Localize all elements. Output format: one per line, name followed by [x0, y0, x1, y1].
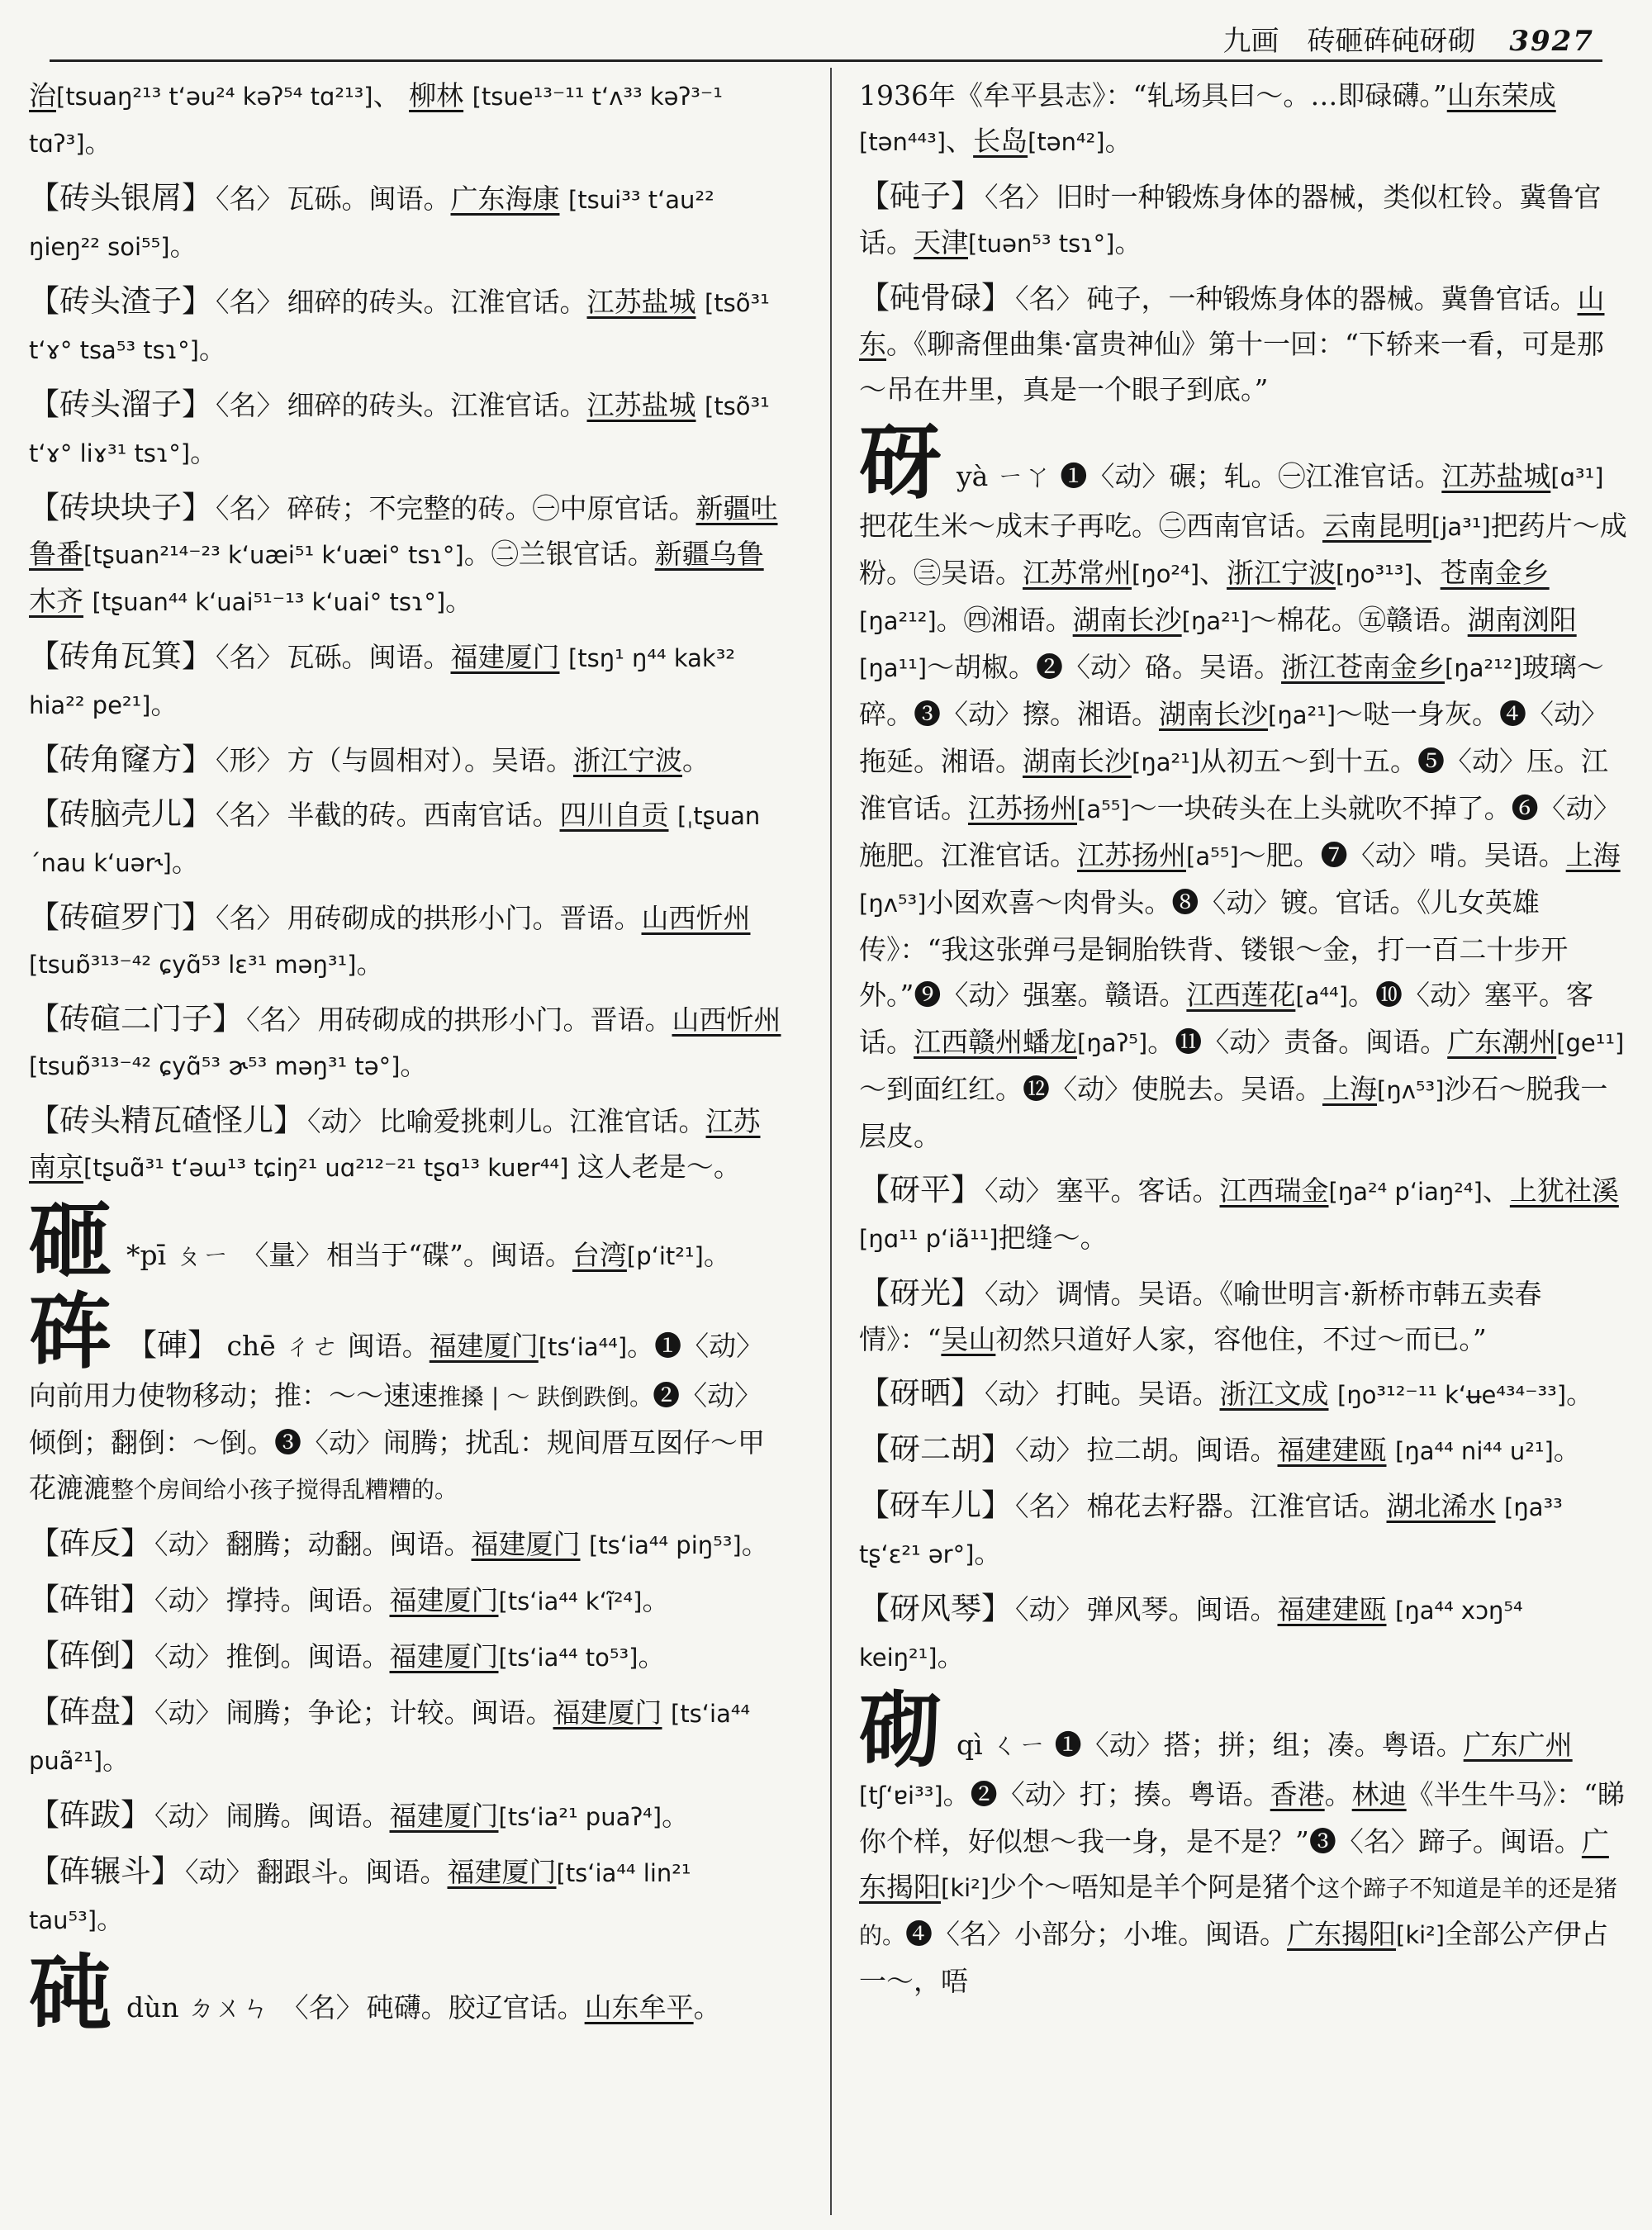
entry-dunzi: 【砘子】 〈名〉 旧时一种锻炼身体的器械，类似杠铃。冀鲁官话。天津[tuən⁵³ tsɿ°]。	[859, 178, 1602, 259]
entry-che-qian: 【砗钳】 〈动〉 撑持。闽语。福建厦门[ts‘ia⁴⁴ k‘ĩ²⁴]。	[29, 1582, 670, 1617]
entry-zhuantou-jingwa: 【砖头精瓦碴怪儿】 〈动〉 比喻爱挑刺儿。江淮官话。江苏南京[tʂuɑ̃³¹ t‘əɯ¹³ tɕiŋ²¹ uɑ²¹²⁻²¹ tʂɑ¹³ kuɐr⁴⁴] 这人老是～。	[29, 1103, 761, 1183]
headword-char: 砗	[29, 1283, 112, 1380]
header-rule	[50, 59, 1602, 62]
entry-zhuantou-zhazi: 【砖头渣子】 〈名〉 细碎的砖头。江淮官话。江苏盐城 [tsõ³¹ t‘ɤ° tsa⁵³ tsɿ°]。	[29, 283, 770, 365]
entry-ya-fengqin: 【砑风琴】 〈动〉 弹风琴。闽语。福建建瓯 [ŋa⁴⁴ xɔŋ⁵⁴ keiŋ²¹]。	[859, 1591, 1523, 1672]
headword-char: 砑	[859, 413, 942, 510]
char-entry-ya: 砑yà ㄧㄚ ❶〈动〉碾；轧。㊀江淮官话。江苏盐城[ɑ³¹]把花生米～成末子再吃。㊁西南官话。云南昆明[ja³¹]把药片～成粉。㊂吴语。江苏常州[ŋo²⁴]、浙江宁波[ŋo³¹³]、苍南金乡[ŋa²¹²]。㊃湘语。湖南长沙[ŋa²¹]～棉花。㊄赣语。湖南浏阳[ŋa¹¹]～胡椒。❷〈动〉硌。吴语。浙江苍南金乡[ŋa²¹²]玻璃～碎。❸〈动〉擦。湘语。湖南长沙[ŋa²¹]～哒一身灰。❹〈动〉拖延。湘语。湖南长沙[ŋa²¹]从初五～到十五。❺〈动〉压。江淮官话。江苏扬州[a⁵⁵]～一块砖头在上头就吹不掉了。❻〈动〉施肥。江淮官话。江苏扬州[a⁵⁵]～肥。❼〈动〉啃。吴语。上海[ŋʌ⁵³]小囡欢喜～肉骨头。❽〈动〉镀。官话。《儿女英雄传》：“我这张弹弓是铜胎铁背、镂银～金，打一百二十步开外。”❾〈动〉强塞。赣语。江西莲花[a⁴⁴]。❿〈动〉塞平。客话。江西赣州蟠龙[ŋaʔ⁵]。⓫〈动〉责备。闽语。广东潮州[ge¹¹]～到面红红。⓬〈动〉使脱去。吴语。上海[ŋʌ⁵³]沙石～脱我一层皮。	[859, 413, 1627, 1152]
entry-che-fan: 【砗反】 〈动〉 翻腾；动翻。闽语。福建厦门 [ts‘ia⁴⁴ piŋ⁵³]。	[29, 1525, 769, 1561]
page-header	[1223, 18, 1594, 59]
entry-zhuan-naoker: 【砖脑壳儿】 〈名〉 半截的砖。西南官话。四川自贡 [ˌtʂuan ˊnau k‘uər˞]。	[29, 796, 761, 878]
entry-che-dao: 【砗倒】 〈动〉 推倒。闽语。福建厦门[ts‘ia⁴⁴ to⁵³]。	[29, 1638, 666, 1673]
entry-continuation: 治[tsuaŋ²¹³ t‘əu²⁴ kəʔ⁵⁴ tɑ²¹³]、 柳林 [tsue¹³⁻¹¹ t‘ʌ³³ kəʔ³⁻¹ tɑʔ³]。	[29, 79, 723, 159]
entry-ya-guang: 【砑光】 〈动〉 调情。吴语。《喻世明言·新桥市韩五卖春情》：“吴山初然只道好人家，容他住，不过～而已。”	[859, 1275, 1542, 1355]
entry-che-niandou: 【砗辗斗】 〈动〉 翻跟斗。闽语。福建厦门[ts‘ia⁴⁴ lin²¹ tau⁵³]。	[29, 1853, 691, 1935]
headword-char: 砌	[859, 1682, 942, 1779]
entry-zhuanxuan-ermenzi: 【砖碹二门子】 〈名〉 用砖砌成的拱形小门。晋语。山西忻州[tsuɒ̃³¹³⁻⁴² ɕyɑ̃⁵³ ɚ⁵³ məŋ³¹ tə°]。	[29, 1001, 781, 1081]
entry-ya-shai: 【砑晒】 〈动〉 打盹。吴语。浙江文成 [ŋo³¹²⁻¹¹ k‘ʉe⁴³⁴⁻³³]。	[859, 1375, 1594, 1411]
entry-zhuantou-yinxie: 【砖头银屑】 〈名〉 瓦砾。闽语。广东海康 [tsui³³ t‘au²² ŋieŋ²² soi⁵⁵]。	[29, 180, 714, 262]
entry-zhuankuai-kuaizi: 【砖块块子】 〈名〉 碎砖；不完整的砖。㊀中原官话。新疆吐鲁番[tʂuan²¹⁴⁻²³ k‘uæi⁵¹ k‘uæi° tsɿ°]。㊁兰银官话。新疆乌鲁木齐 [tʂuan⁴⁴ k‘uai⁵¹⁻¹³ k‘uai° tsɿ°]。	[29, 490, 778, 617]
column-divider	[830, 68, 832, 2215]
entry-zhuanjiao-longfang: 【砖角窿方】 〈形〉 方（与圆相对）。吴语。浙江宁波。	[29, 742, 710, 777]
entry-zhuanxuan-luomen: 【砖碹罗门】 〈名〉 用砖砌成的拱形小门。晋语。山西忻州[tsuɒ̃³¹³⁻⁴² ɕyɑ̃⁵³ lɛ³¹ məŋ³¹]。	[29, 899, 751, 980]
entry-continuation-dun: 1936年《牟平县志》：“轧场具曰～。…即碌礴。”山东荣成[tən⁴⁴³]、长岛[tən⁴²]。	[859, 79, 1556, 157]
entry-che-pan: 【砗盘】 〈动〉 闹腾；争论；计较。闽语。福建厦门 [ts‘ia⁴⁴ puã²¹]。	[29, 1694, 751, 1776]
char-entry-pi: 砸 *pī ㄆㄧ 〈量〉 相当于“碟”。闽语。台湾[p‘it²¹]。	[29, 1192, 731, 1289]
left-column	[29, 68, 785, 2043]
entry-ya-erhu: 【砑二胡】 〈动〉 拉二胡。闽语。福建建瓯 [ŋa⁴⁴ ni⁴⁴ u²¹]。	[859, 1431, 1581, 1467]
page-number: 3927	[1509, 25, 1594, 58]
entry-ya-cheer: 【砑车儿】 〈名〉 棉花去籽器。江淮官话。湖北浠水 [ŋa³³ tʂ‘ɛ²¹ ər°]。	[859, 1487, 1563, 1569]
entry-ya-ping: 【砑平】 〈动〉 塞平。客话。江西瑞金[ŋa²⁴ p‘iaŋ²⁴]、上犹社溪[ŋɑ¹¹ p‘iã¹¹]把缝～。	[859, 1172, 1619, 1254]
char-entry-che: 砗 【硨】 chē ㄔㄜ 闽语。福建厦门[ts‘ia⁴⁴]。❶〈动〉向前用力使物移动；推：～～速速推搡 | ～ 趺倒跌倒。❷〈动〉倾倒；翻倒：～倒。❸〈动〉闹腾；扰乱：规间厝互囡仔～甲花漉漉整个房间给小孩子搅得乱糟糟的。	[29, 1283, 765, 1504]
entry-zhuanjiao-waji: 【砖角瓦箕】 〈名〉 瓦砾。闽语。福建厦门 [tsŋ¹ ŋ⁴⁴ kak³² hia²² pe²¹]。	[29, 638, 735, 720]
char-entry-dun: 砘dùn ㄉㄨㄣ 〈名〉 砘礴。胶辽官话。山东牟平。	[29, 1944, 721, 2042]
headword-char: 砸	[29, 1192, 112, 1289]
entry-zhuantou-liuzi: 【砖头溜子】 〈名〉 细碎的砖头。江淮官话。江苏盐城 [tsõ³¹ t‘ɤ° liɤ³¹ tsɿ°]。	[29, 387, 770, 468]
char-entry-qi: 砌qì ㄑㄧ ❶〈动〉搭；拼；组；凑。粤语。广东广州[tʃ‘ɐi³³]。❷〈动〉打；揍。粤语。香港。林迪《半生牛马》：“睇你个样，好似想～我一身，是不是？”❸〈名〉蹄子。闽语。广东揭阳[ki²]少个～唔知是羊个阿是猪个这个蹄子不知道是羊的还是猪的。❹〈名〉小部分；小堆。闽语。广东揭阳[ki²]全部公产伊占一～，唔	[859, 1682, 1626, 1997]
entry-dun-gulu: 【砘骨碌】 〈名〉 砘子，一种锻炼身体的器械。冀鲁官话。山东。《聊斋俚曲集·富贵神仙》第十一回：“下轿来一看，可是那～吊在井里，真是一个眼子到底。”	[859, 280, 1605, 406]
entry-che-ba: 【砗跋】 〈动〉 闹腾。闽语。福建厦门[ts‘ia²¹ puaʔ⁴]。	[29, 1797, 690, 1833]
headword-char: 砘	[29, 1944, 112, 2042]
section-title: 九画 砖砸砗砘砑砌	[1222, 25, 1476, 58]
right-column	[859, 68, 1627, 2012]
